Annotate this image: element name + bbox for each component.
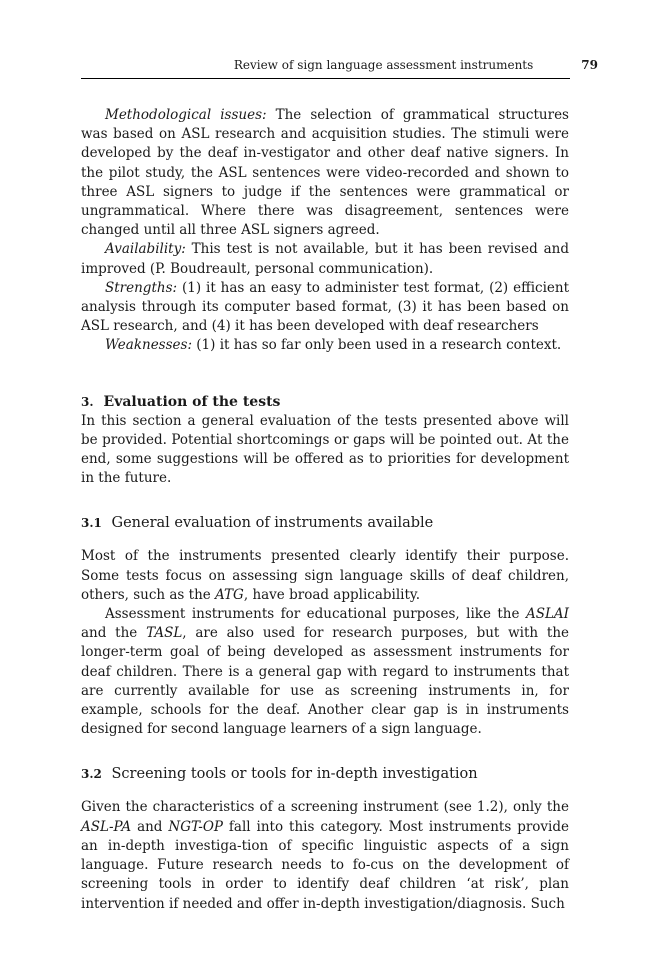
section-3-1-heading: [81, 513, 569, 533]
methodological-paragraph: [81, 106, 569, 240]
weaknesses-text: (1) it has so far only been used in a research context.: [192, 337, 562, 354]
text-run: Most of the instruments presented clearly identify their purpose. Some tests focus on assessing sign language skills of deaf children, others, such as the: [81, 548, 569, 603]
tasl-term: TASL: [146, 625, 183, 642]
text-run: fall into this category. Most instruments provide an in-depth investiga-tion of specific linguistic aspects of a sign language. Future research needs to fo-cus on the development of screening tools in order to identify deaf children ‘at risk’, plan intervention if needed and offer in-depth investigation/diagnosis. Such: [81, 818, 570, 912]
section-3-2-title: Screening tools or tools for in-depth investigation: [111, 766, 478, 783]
running-header: [81, 58, 598, 79]
section-3-1-number: 3.1: [81, 516, 102, 531]
strengths-text: (1) it has an easy to administer test format, (2) efficient analysis through its computer based format, (3) it has been based on ASL research, and (4) it has been developed with deaf researchers: [81, 279, 569, 335]
text-run: and the: [81, 625, 147, 642]
methodological-text: The selection of grammatical structures was based on ASL research and acquisition studies. The stimuli were developed by the deaf in-vestigator and other deaf native signers. In the pilot study, the ASL sentences were video-recorded and shown to three ASL signers to judge if the sentences were grammatical or ungrammatical. Where there was disagreement, sentences were changed until all three ASL signers agreed.: [81, 107, 569, 239]
section-3-2-heading: [81, 764, 569, 784]
text-run: , are also used for research purposes, but with the longer-term goal of being developed as assessment instruments for deaf children. There is a general gap with regard to instruments that are currently available for use as screening instruments in, for example, schools for the deaf. Another clear gap is in instruments designed for second language learners of a sign language.: [81, 625, 570, 738]
section-3-intro: In this section a general evaluation of the tests presented above will be provided. Potential shortcomings or gaps will be pointed out. At the end, some suggestions will be offered as to priorities for development in the future.: [81, 412, 569, 487]
section-3-1-paragraph-1: [81, 547, 569, 605]
availability-text: This test is not available, but it has been revised and improved (P. Boudreault, personal communication).: [81, 241, 569, 277]
text-run: Assessment instruments for educational purposes, like the: [105, 606, 526, 623]
strengths-paragraph: [81, 279, 569, 337]
section-3-heading: [81, 392, 569, 412]
running-title: Review of sign language assessment instruments: [233, 58, 534, 72]
ngt-op-term: NGT-OP: [168, 818, 223, 835]
text-run: and: [131, 818, 169, 835]
text-run: , have broad applicability.: [243, 586, 421, 603]
text-run: Given the characteristics of a screening instrument (see 1.2), only the: [81, 799, 569, 816]
weaknesses-label: Weaknesses:: [105, 337, 192, 354]
availability-label: Availability:: [105, 241, 186, 258]
section-3-1-paragraph-2: [81, 605, 569, 739]
section-3-1-title: General evaluation of instruments available: [111, 515, 434, 532]
strengths-label: Strengths:: [105, 279, 178, 296]
availability-paragraph: [81, 240, 569, 278]
atg-term: ATG: [215, 586, 244, 603]
section-3-2-paragraph-1: [81, 798, 569, 913]
page-body: [81, 106, 569, 914]
asl-pa-term: ASL-PA: [81, 818, 132, 835]
page-number: 79: [581, 58, 598, 72]
weaknesses-paragraph: [81, 336, 569, 355]
section-3-2-number: 3.2: [81, 767, 102, 782]
aslai-term: ASLAI: [525, 606, 569, 623]
section-3-number: 3.: [81, 394, 94, 409]
methodological-label: Methodological issues:: [105, 107, 267, 123]
section-3-title: Evaluation of the tests: [103, 393, 281, 410]
